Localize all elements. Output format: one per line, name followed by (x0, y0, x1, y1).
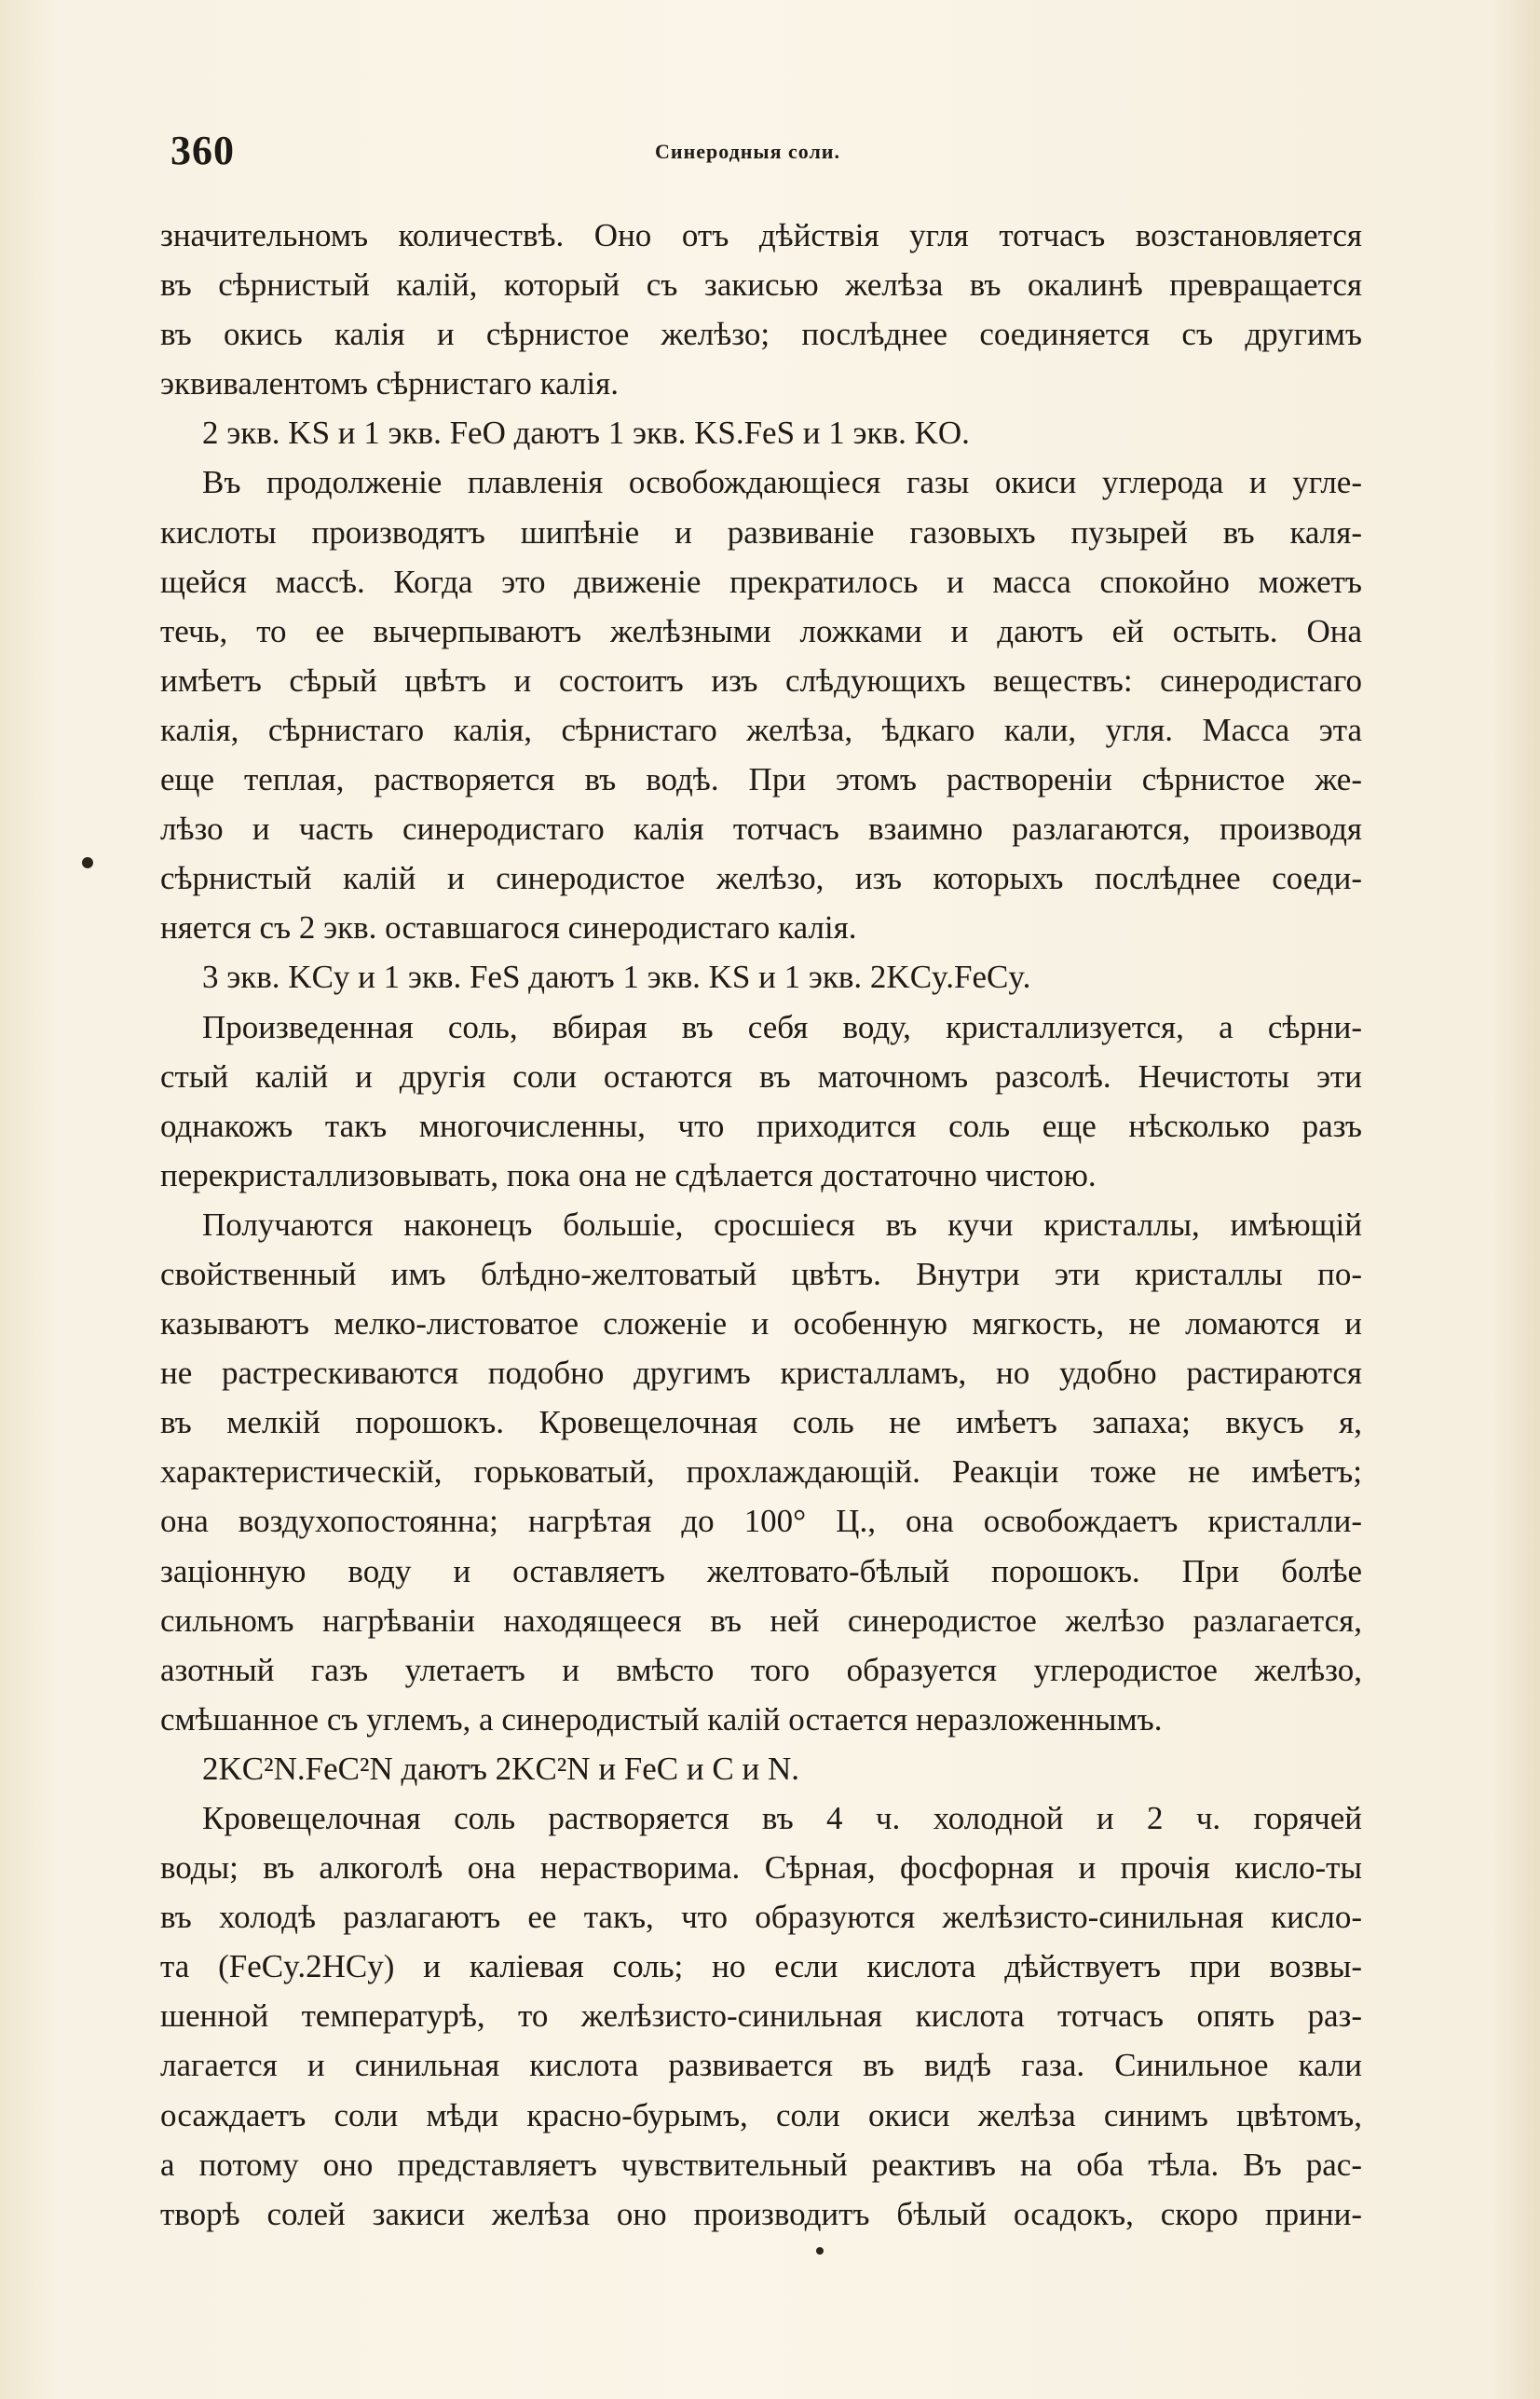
page-number: 360 (170, 128, 235, 173)
text-line: стый калій и другія соли остаются въ маточномъ разсолѣ. Нечистоты эти (160, 1057, 1362, 1095)
equation-line: 2KC²N.FeC²N даютъ 2KC²N и FeC и C и N. (202, 1750, 799, 1787)
text-line: Произведенная соль, вбирая въ себя воду, кристаллизуется, а сѣрни- (202, 1008, 1362, 1045)
text-line: въ холодѣ разлагаютъ ее такъ, что образуются желѣзисто-синильная кисло- (160, 1899, 1362, 1936)
text-line: осаждаетъ соли мѣди красно-бурымъ, соли окиси желѣза синимъ цвѣтомъ, (160, 2096, 1362, 2133)
text-line: не растрескиваются подобно другимъ кристалламъ, но удобно растираются (160, 1355, 1362, 1392)
text-line: лагается и синильная кислота развивается въ видѣ газа. Синильное кали (160, 2047, 1362, 2084)
text-line: та (FeCy.2HCy) и каліевая соль; но если кислота дѣйствуетъ при возвы- (160, 1948, 1362, 1985)
text-line: щейся массѣ. Когда это движеніе прекратилось и масса спокойно можетъ (160, 563, 1362, 600)
page-header (170, 127, 1368, 183)
text-line: имѣетъ сѣрый цвѣтъ и состоитъ изъ слѣдующихъ веществъ: синеродистаго (160, 661, 1362, 699)
text-line: она воздухопостоянна; нагрѣтая до 100° Ц., она освобождаетъ кристалли- (160, 1503, 1362, 1540)
text-line: въ окись калія и сѣрнистое желѣзо; послѣднее соединяется съ другимъ (160, 316, 1362, 353)
text-line: смѣшанное съ углемъ, а синеродистый калій остается неразложеннымъ. (160, 1700, 1163, 1738)
text-line: воды; въ алкоголѣ она нерастворима. Сѣрная, фосфорная и прочія кисло-ты (160, 1849, 1362, 1887)
text-line: лѣзо и часть синеродистаго калія тотчасъ взаимно разлагаются, производя (160, 811, 1362, 848)
text-line: въ мелкій порошокъ. Кровещелочная соль не имѣетъ запаха; вкусъ я, (160, 1404, 1362, 1441)
text-line: течь, то ее вычерпываютъ желѣзными ложками и даютъ ей остыть. Она (160, 612, 1362, 649)
running-title: Синеродныя соли. (655, 140, 840, 163)
text-line: заціонную воду и оставляетъ желтовато-бѣлый порошокъ. При болѣе (160, 1552, 1362, 1589)
margin-ink-spot (816, 2247, 824, 2255)
margin-ink-spot (82, 857, 93, 868)
equation-line: 3 экв. KCy и 1 экв. FeS даютъ 1 экв. KS и 1 экв. 2KCy.FeCy. (202, 959, 1031, 996)
text-line: казываютъ мелко-листоватое сложеніе и особенную мягкость, не ломаются и (160, 1305, 1362, 1343)
text-line: значительномъ количествѣ. Оно отъ дѣйствія угля тотчасъ возстановляется (160, 217, 1362, 253)
text-line: калія, сѣрнистаго калія, сѣрнистаго желѣза, ѣдкаго кали, угля. Масса эта (160, 711, 1362, 748)
text-line: Кровещелочная соль растворяется въ 4 ч. холодной и 2 ч. горячей (202, 1800, 1362, 1836)
text-line: шенной температурѣ, то желѣзисто-синильная кислота тотчасъ опять раз- (160, 1997, 1362, 2035)
text-line: сильномъ нагрѣваніи находящееся въ ней синеродистое желѣзо разлагается, (160, 1602, 1362, 1639)
text-line: свойственный имъ блѣдно-желтоватый цвѣтъ. Внутри эти кристаллы по- (160, 1255, 1362, 1292)
text-line: азотный газъ улетаетъ и вмѣсто того образуется углеродистое желѣзо, (160, 1651, 1362, 1688)
equation-line: 2 экв. KS и 1 экв. FeO даютъ 1 экв. KS.FeS и 1 экв. KO. (202, 415, 970, 452)
text-line: творѣ солей закиси желѣза оно производитъ бѣлый осадокъ, скоро прини- (160, 2195, 1362, 2232)
text-line: перекристаллизовывать, пока она не сдѣлается достаточно чистою. (160, 1156, 1097, 1193)
text-line: кислоты производятъ шипѣніе и развиваніе газовыхъ пузырей въ каля- (160, 513, 1362, 551)
text-line: Получаются наконецъ большіе, сросшіеся въ кучи кристаллы, имѣющій (202, 1206, 1362, 1243)
text-line: характеристическій, горьковатый, прохлаждающій. Реакціи тоже не имѣетъ; (160, 1453, 1362, 1491)
text-line: однакожъ такъ многочисленны, что приходится соль еще нѣсколько разъ (160, 1107, 1362, 1144)
text-line: а потому оно представляетъ чувствительный реактивъ на оба тѣла. Въ рас- (160, 2146, 1362, 2183)
body-text (160, 211, 1362, 2239)
text-line: няется съ 2 экв. оставшагося синеродистаго калія. (160, 909, 857, 947)
text-line: въ сѣрнистый калій, который съ закисью желѣза въ окалинѣ превращается (160, 266, 1362, 304)
text-line: еще теплая, растворяется въ водѣ. При этомъ раствореніи сѣрнистое же- (160, 761, 1362, 798)
text-line: сѣрнистый калій и синеродистое желѣзо, изъ которыхъ послѣднее соеди- (160, 860, 1362, 897)
text-line: эквивалентомъ сѣрнистаго калія. (160, 365, 619, 402)
text-line: Въ продолженіе плавленія освобождающіеся газы окиси углерода и угле- (202, 464, 1362, 501)
